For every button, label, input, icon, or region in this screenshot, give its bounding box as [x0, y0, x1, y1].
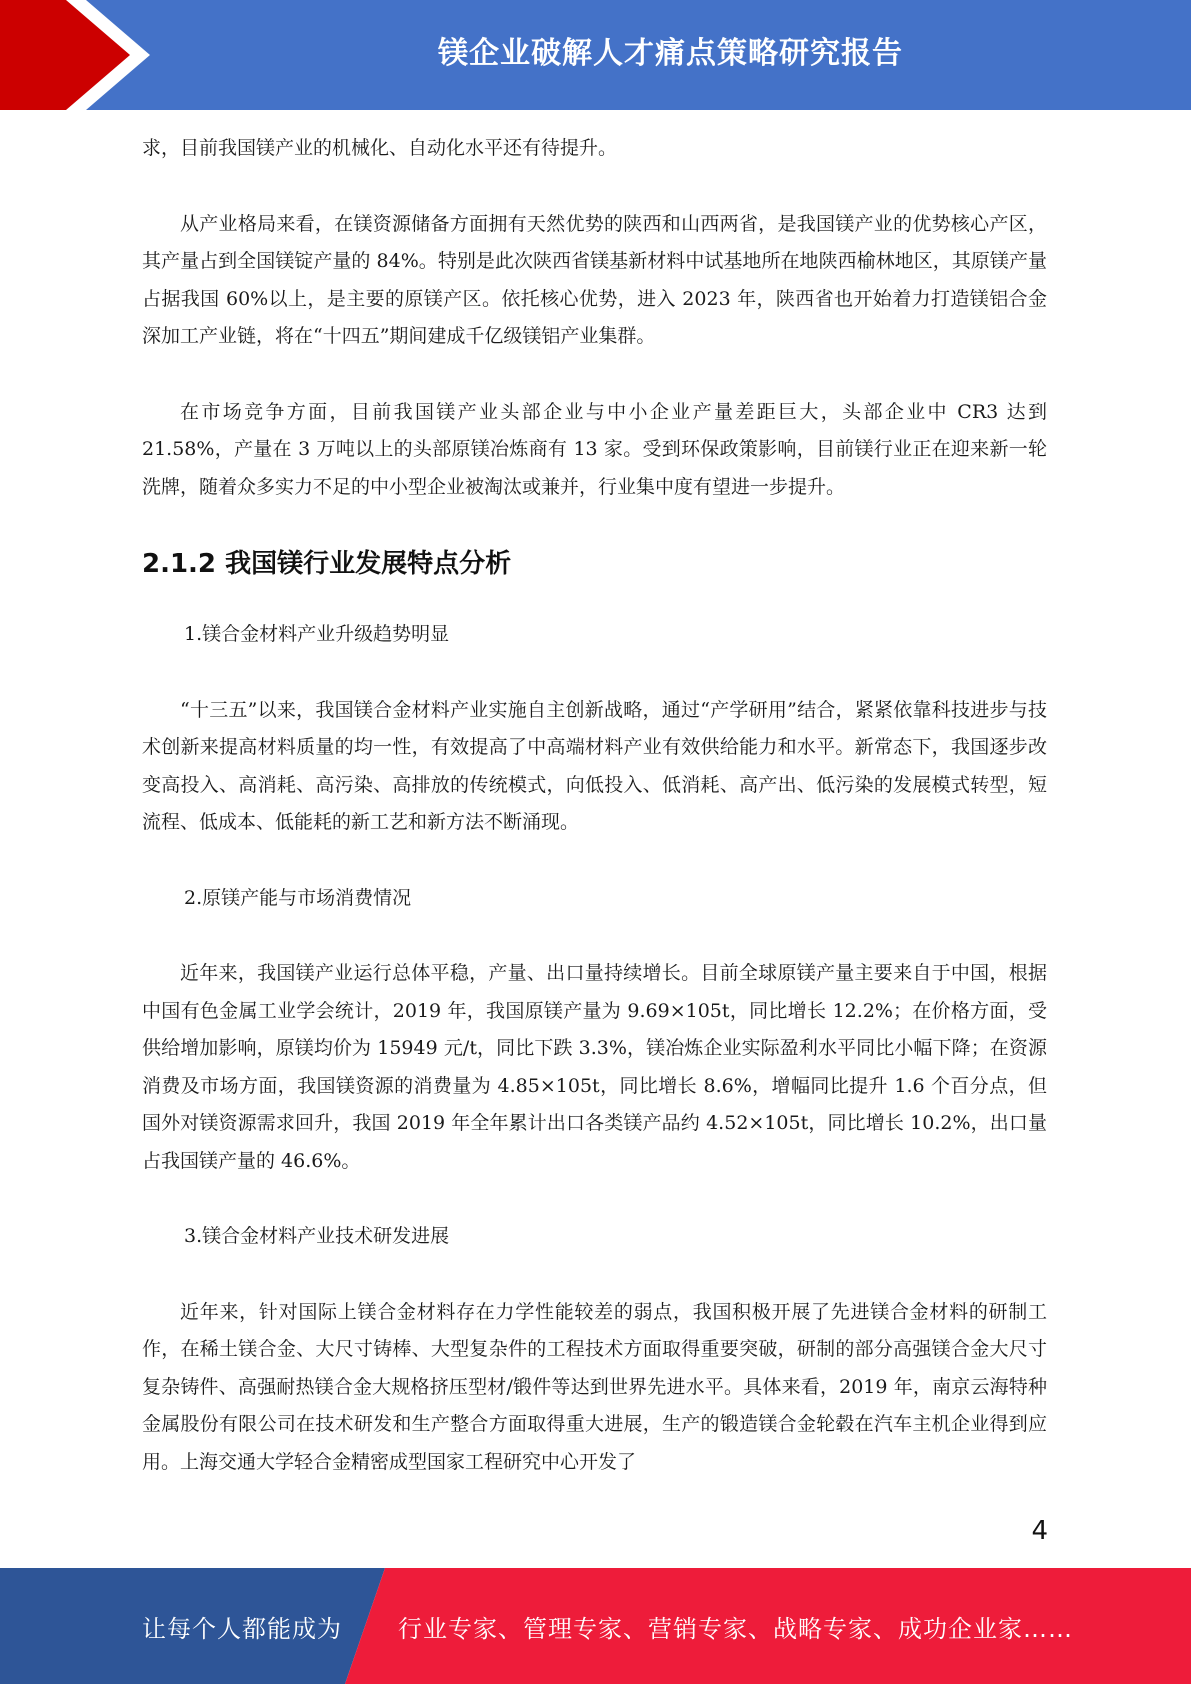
paragraph-market-competition: 在市场竞争方面，目前我国镁产业头部企业与中小企业产量差距巨大，头部企业中 CR3 达到 21.58%，产量在 3 万吨以上的头部原镁冶炼商有 13 家。受到环保政策影响，目前镁行业正在迎来新一轮洗牌，随着众多实力不足的中小型企业被淘汰或兼并，行业集中度有望进一步提升。	[142, 400, 1047, 498]
section-heading: 2.1.2 我国镁行业发展特点分析	[142, 549, 512, 579]
subheading-capacity-consumption: 2.原镁产能与市场消费情况	[184, 886, 412, 909]
paragraph-rd-progress: 近年来，针对国际上镁合金材料存在力学性能较差的弱点，我国积极开展了先进镁合金材料的研制工作，在稀土镁合金、大尺寸铸棒、大型复杂件的工程技术方面取得重要突破，研制的部分高强镁合金大尺寸复杂铸件、高强耐热镁合金大规格挤压型材/锻件等达到世界先进水平。具体来看，2019 年，南京云海特种金属股份有限公司在技术研发和生产整合方面取得重大进展，生产的锻造镁合金轮毂在汽车主机企业得到应用。上海交通大学轻合金精密成型国家工程研究中心开发了	[142, 1300, 1047, 1473]
paragraph-continuation: 求，目前我国镁产业的机械化、自动化水平还有待提升。	[142, 137, 618, 159]
report-title: 镁企业破解人才痛点策略研究报告	[438, 36, 903, 71]
subheading-rd-progress: 3.镁合金材料产业技术研发进展	[184, 1225, 450, 1247]
footer-band	[0, 1568, 1191, 1684]
paragraph-capacity-consumption: 近年来，我国镁产业运行总体平稳，产量、出口量持续增长。目前全球原镁产量主要来自于中国，根据中国有色金属工业学会统计，2019 年，我国原镁产量为 9.69×105t，同比增长 12.2%；在价格方面，受供给增加影响，原镁均价为 15949 元/t，同比下跌 3.3%，镁冶炼企业实际盈利水平同比小幅下降；在资源消费及市场方面，我国镁资源的消费量为 4.85×105t，同比增长 8.6%，增幅同比提升 1.6 个百分点，但国外对镁资源需求回升，我国 2019 年全年累计出口各类镁产品约 4.52×105t，同比增长 10.2%，出口量占我国镁产量的 46.6%。	[142, 962, 1047, 1172]
page-number: 4	[1031, 1516, 1048, 1546]
paragraph-upgrade-trend: “十三五”以来，我国镁合金材料产业实施自主创新战略，通过“产学研用”结合，紧紧依靠科技进步与技术创新来提高材料质量的均一性，有效提高了中高端材料产业有效供给能力和水平。新常态下，我国逐步改变高投入、高消耗、高污染、高排放的传统模式，向低投入、低消耗、高产出、低污染的发展模式转型，短流程、低成本、低能耗的新工艺和新方法不断涌现。	[142, 698, 1047, 833]
header-arrow-decoration	[0, 0, 150, 110]
footer-slogan-right: 行业专家、管理专家、营销专家、战略专家、成功企业家……	[398, 1614, 1073, 1643]
subheading-upgrade-trend: 1.镁合金材料产业升级趋势明显	[184, 623, 450, 645]
document-body	[142, 130, 1047, 1519]
header-band	[0, 0, 1191, 110]
paragraph-industry-layout: 从产业格局来看，在镁资源储备方面拥有天然优势的陕西和山西两省，是我国镁产业的优势核心产区，其产量占到全国镁锭产量的 84%。特别是此次陕西省镁基新材料中试基地所在地陕西榆林地区，其原镁产量占据我国 60%以上，是主要的原镁产区。依托核心优势，进入 2023 年，陕西省也开始着力打造镁铝合金深加工产业链，将在“十四五”期间建成千亿级镁铝产业集群。	[142, 212, 1047, 347]
footer-slogan-left: 让每个人都能成为	[142, 1614, 342, 1643]
